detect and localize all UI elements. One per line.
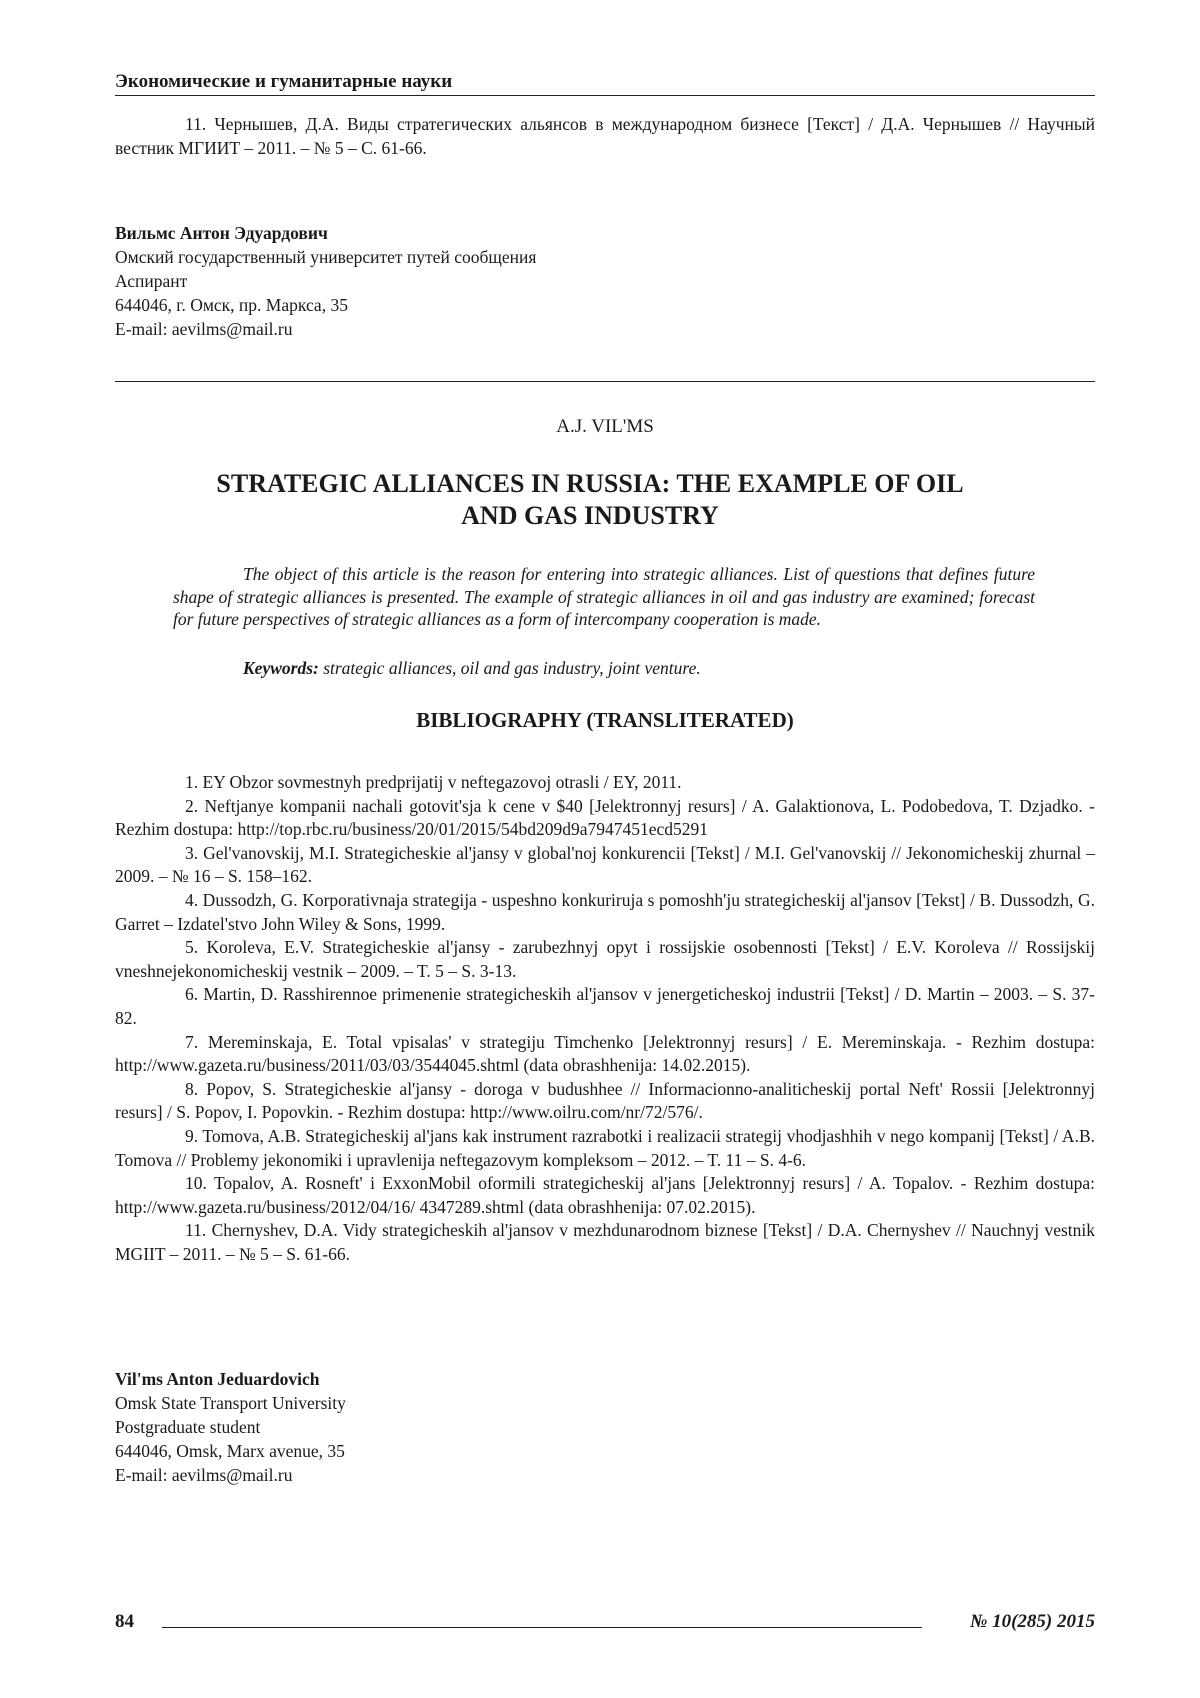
author-info-ru — [115, 221, 536, 341]
footer-rule — [162, 1627, 922, 1628]
issue-number: № 10(285) 2015 — [970, 1611, 1095, 1633]
keywords-text: strategic alliances, oil and gas industry, joint venture. — [319, 658, 701, 678]
bibliography-item: 4. Dussodzh, G. Korporativnaja strategija - uspeshno konkuriruja s pomoshh'ju strategicheskij al'jansov [Tekst] / B. Dussodzh, G. Garret – Izdatel'stvo John Wiley & Sons, 1999. — [115, 889, 1095, 936]
article-keywords — [243, 657, 701, 680]
keywords-label: Keywords: — [243, 658, 319, 678]
author-position-en: Postgraduate student — [115, 1415, 346, 1439]
bibliography-item: 7. Mereminskaja, E. Total vpisalas' v strategiju Timchenko [Jelektronnyj resurs] / E. Mereminskaja. - Rezhim dostupa: http://www.gazeta.ru/business/2011/03/03/3544045.shtml (data obrashhenija: 14.02.2015). — [115, 1031, 1095, 1078]
bibliography-item: 9. Tomova, A.B. Strategicheskij al'jans kak instrument razrabotki i realizacii strategij vhodjashhih v nego kompanij [Tekst] / A.B. Tomova // Problemy jekonomiki i upravlenija neftegazovym kompleksom – 2012. – T. 11 – S. 4-6. — [115, 1125, 1095, 1172]
bibliography-item: 5. Koroleva, E.V. Strategicheskie al'jansy - zarubezhnyj opyt i rossijskie osobennosti [Tekst] / E.V. Koroleva // Rossijskij vneshnejekonomicheskij vestnik – 2009. – T. 5 – S. 3-13. — [115, 936, 1095, 983]
author-email-en: E-mail: aevilms@mail.ru — [115, 1463, 346, 1487]
author-position-ru: Аспирант — [115, 269, 536, 293]
author-address-ru: 644046, г. Омск, пр. Маркса, 35 — [115, 293, 536, 317]
bibliography-item: 3. Gel'vanovskij, M.I. Strategicheskie al'jansy v global'noj konkurencii [Tekst] / M.I. Gel'vanovskij // Jekonomicheskij zhurnal – 2009. – № 16 – S. 158–162. — [115, 842, 1095, 889]
article-title-line-1: STRATEGIC ALLIANCES IN RUSSIA: THE EXAMPLE OF OIL — [205, 468, 975, 500]
author-org-en: Omsk State Transport University — [115, 1391, 346, 1415]
article-author: A.J. VIL'MS — [115, 416, 1095, 438]
bibliography-item: 11. Chernyshev, D.A. Vidy strategicheskih al'jansov v mezhdunarodnom biznese [Tekst] / D.A. Chernyshev // Nauchnyj vestnik MGIIT – 2011. – № 5 – S. 61-66. — [115, 1219, 1095, 1266]
section-divider — [115, 381, 1095, 382]
author-email-ru: E-mail: aevilms@mail.ru — [115, 317, 536, 341]
running-header: Экономические и гуманитарные науки — [115, 71, 1095, 96]
bibliography-item: 8. Popov, S. Strategicheskie al'jansy - doroga v budushhee // Informacionno-analiticheskij portal Neft' Rossii [Jelektronnyj resurs] / S. Popov, I. Popovkin. - Rezhim dostupa: http://www.oilru.com/nr/72/576/. — [115, 1078, 1095, 1125]
bibliography-list — [115, 771, 1095, 1266]
bibliography-item: 6. Martin, D. Rasshirennoe primenenie strategicheskih al'jansov v jenergeticheskoj industrii [Tekst] / D. Martin – 2003. – S. 37-82. — [115, 983, 1095, 1030]
author-info-en — [115, 1367, 346, 1487]
previous-reference: 11. Чернышев, Д.А. Виды стратегических альянсов в международном бизнесе [Текст] / Д.А. Чернышев // Научный вестник МГИИТ – 2011. – № 5 – С. 61-66. — [115, 113, 1095, 160]
author-address-en: 644046, Omsk, Marx avenue, 35 — [115, 1439, 346, 1463]
author-name-en: Vil'ms Anton Jeduardovich — [115, 1367, 346, 1391]
author-name-ru: Вильмс Антон Эдуардович — [115, 221, 536, 245]
article-title-line-2: AND GAS INDUSTRY — [205, 500, 975, 532]
article-abstract: The object of this article is the reason for entering into strategic alliances. List of questions that defines future shape of strategic alliances is presented. The example of strategic alliances in oil and gas industry are examined; forecast for future perspectives of strategic alliances as a form of intercompany cooperation is made. — [173, 563, 1035, 631]
bibliography-item: 10. Topalov, A. Rosneft' i ExxonMobil oformili strategicheskij al'jans [Jelektronnyj resurs] / A. Topalov. - Rezhim dostupa: http://www.gazeta.ru/business/2012/04/16/ 4347289.shtml (data obrashhenija: 07.02.2015). — [115, 1172, 1095, 1219]
article-title — [205, 468, 975, 532]
page-footer — [115, 1611, 1095, 1637]
bibliography-item: 1. EY Obzor sovmestnyh predprijatij v neftegazovoj otrasli / EY, 2011. — [115, 771, 1095, 795]
bibliography-heading: BIBLIOGRAPHY (TRANSLITERATED) — [115, 708, 1095, 733]
page-number: 84 — [115, 1611, 134, 1633]
journal-page — [115, 0, 1095, 1698]
bibliography-item: 2. Neftjanye kompanii nachali gotovit'sja k cene v $40 [Jelektronnyj resurs] / A. Galaktionova, L. Podobedova, T. Dzjadko. - Rezhim dostupa: http://top.rbc.ru/business/20/01/2015/54bd209d9a7947451ecd5291 — [115, 795, 1095, 842]
author-org-ru: Омский государственный университет путей сообщения — [115, 245, 536, 269]
